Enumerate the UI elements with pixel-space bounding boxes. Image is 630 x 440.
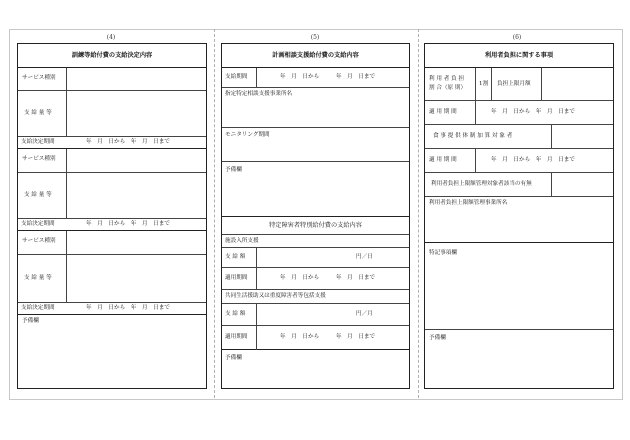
remarks-label: 予備欄 bbox=[225, 167, 242, 173]
burden-ratio-value: 1割 bbox=[479, 81, 489, 87]
panel-training-benefit bbox=[17, 43, 207, 389]
apply-value: 年 月 日から 年 月 日まで bbox=[491, 157, 575, 163]
facility-label: 施設入所支援 bbox=[225, 238, 259, 244]
panel-title: 利用者負担に関する事項 bbox=[484, 52, 554, 59]
fold-line bbox=[418, 29, 419, 398]
burden-category-label: 利 用 者 負 担 bbox=[429, 76, 465, 82]
special-header bbox=[222, 217, 409, 235]
period-value: 年 月 日から 年 月 日まで bbox=[280, 74, 376, 80]
notes-row bbox=[425, 243, 613, 330]
service-type-label: サービス種別 bbox=[22, 75, 56, 81]
period-value: 年 月 日から 年 月 日まで bbox=[86, 139, 170, 145]
apply-label: 適用期間 bbox=[225, 334, 248, 340]
office-label: 指定特定相談支援事業所名 bbox=[225, 91, 293, 97]
amount-row bbox=[222, 304, 409, 326]
period-label: 支給決定期間 bbox=[21, 139, 55, 145]
remarks-row bbox=[222, 162, 409, 217]
apply-value: 年 月 日から 年 月 日まで bbox=[280, 275, 376, 281]
amount-row bbox=[222, 248, 409, 268]
period-label: 支給期間 bbox=[225, 74, 248, 80]
amount-label: 支 給 額 bbox=[225, 311, 246, 317]
apply-row bbox=[425, 149, 613, 173]
monitoring-label: モニタリング期間 bbox=[225, 132, 270, 138]
apply-label: 適 用 期 間 bbox=[429, 157, 457, 163]
period-label: 支給決定期間 bbox=[21, 221, 55, 227]
panel-title: 訓練等給付費の支給決定内容 bbox=[71, 52, 153, 59]
amount-unit: 円／日 bbox=[356, 254, 373, 260]
apply-row bbox=[425, 101, 613, 125]
service-type-label: サービス種別 bbox=[22, 238, 56, 244]
mgmt-office-row bbox=[425, 197, 613, 243]
remarks-label: 予備欄 bbox=[225, 355, 242, 361]
amount-row bbox=[18, 173, 206, 219]
period-value: 年 月 日から 年 月 日まで bbox=[86, 305, 170, 311]
apply-value: 年 月 日から 年 月 日まで bbox=[280, 334, 376, 340]
page-number: (4) bbox=[106, 34, 116, 41]
amount-unit: 円／月 bbox=[356, 311, 373, 317]
apply-row bbox=[222, 326, 409, 350]
group-home-row bbox=[222, 290, 409, 304]
facility-row bbox=[222, 235, 409, 248]
service-type-label: サービス種別 bbox=[22, 156, 56, 162]
mgmt-flag-row bbox=[425, 173, 613, 197]
amount-label: 支 給 量 等 bbox=[24, 275, 52, 281]
page-number: (5) bbox=[310, 34, 320, 41]
panel-header bbox=[18, 44, 206, 68]
cap-label: 負担上限月額 bbox=[497, 81, 531, 87]
remarks-label: 予備欄 bbox=[429, 335, 446, 341]
monitoring-row bbox=[222, 128, 409, 162]
apply-row bbox=[222, 268, 409, 290]
period-row bbox=[18, 303, 206, 315]
period-row bbox=[18, 219, 206, 231]
burden-ratio-row bbox=[425, 68, 613, 101]
panel-plan-consultation bbox=[221, 43, 410, 389]
mgmt-flag-label: 利用者負担上限額管理対象者該当の有無 bbox=[431, 181, 532, 187]
amount-label: 支 給 額 bbox=[225, 254, 246, 260]
meal-support-label: 食 事 提 供 体 制 加 算 対 象 者 bbox=[433, 133, 513, 139]
amount-row bbox=[18, 91, 206, 137]
period-row bbox=[222, 68, 409, 88]
panel-user-burden bbox=[424, 43, 614, 389]
mgmt-office-label: 利用者負担上限額管理事業所名 bbox=[429, 200, 508, 206]
apply-label: 適用期間 bbox=[225, 275, 248, 281]
panel-title: 計画相談支援給付費の支給内容 bbox=[272, 52, 359, 59]
remarks-label: 予備欄 bbox=[22, 318, 39, 324]
panel-header bbox=[425, 44, 613, 68]
office-row bbox=[222, 88, 409, 128]
period-label: 支給決定期間 bbox=[21, 305, 55, 311]
service-type-row bbox=[18, 68, 206, 91]
meal-support-row bbox=[425, 125, 613, 149]
apply-label: 適 用 期 間 bbox=[429, 109, 457, 115]
amount-label: 支 給 量 等 bbox=[24, 192, 52, 198]
service-type-row bbox=[18, 231, 206, 255]
panel-header bbox=[222, 44, 409, 68]
period-value: 年 月 日から 年 月 日まで bbox=[86, 221, 170, 227]
notes-label: 特記事項欄 bbox=[429, 250, 457, 256]
amount-label: 支 給 量 等 bbox=[24, 110, 52, 116]
group-home-label: 共同生活援助又は重度障害者等包括支援 bbox=[225, 293, 326, 299]
period-row bbox=[18, 137, 206, 149]
amount-row bbox=[18, 255, 206, 303]
special-title: 特定障害者特別給付費の支給内容 bbox=[269, 222, 362, 229]
page-number: (6) bbox=[512, 34, 522, 41]
burden-category-label: 割 合（原 則） bbox=[429, 85, 467, 91]
fold-line bbox=[214, 29, 215, 398]
apply-value: 年 月 日から 年 月 日まで bbox=[491, 109, 575, 115]
service-type-row bbox=[18, 149, 206, 173]
